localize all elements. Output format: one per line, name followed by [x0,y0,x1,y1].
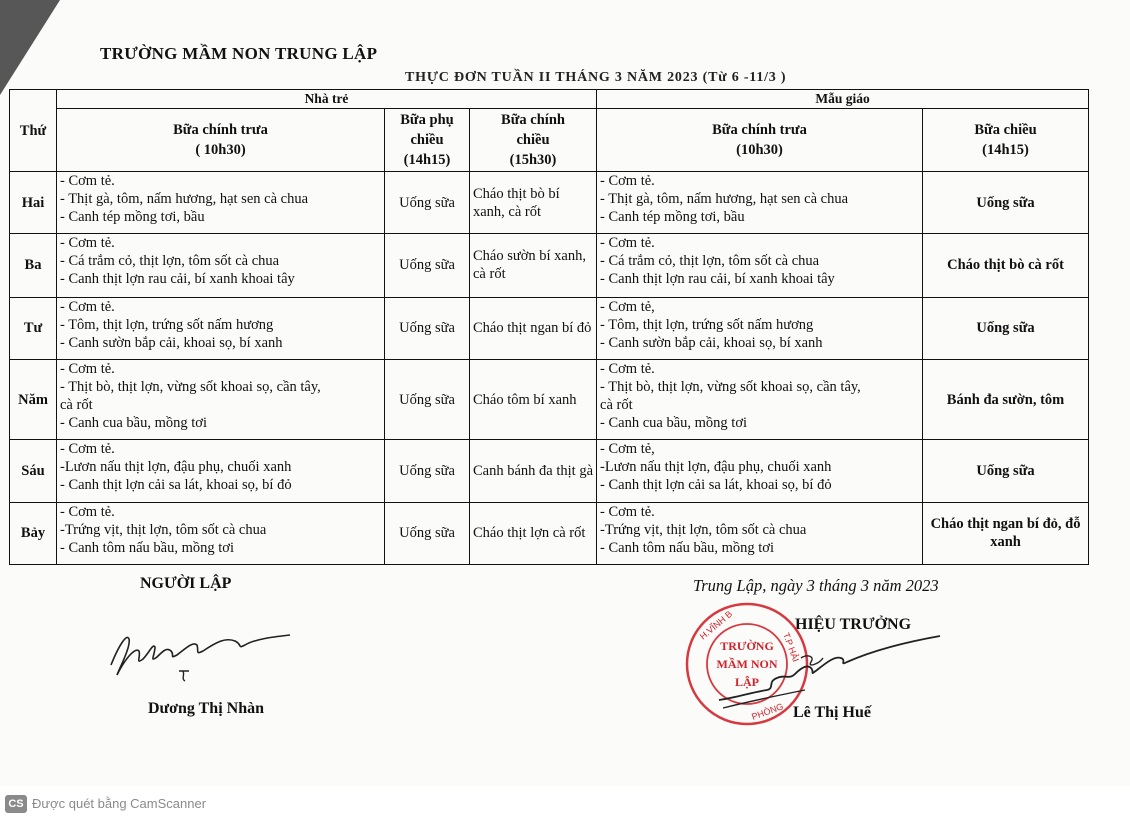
nt-main-cell [57,234,385,297]
day-cell: Năm [10,359,57,439]
menu-line: - Cơm tẻ, [600,441,655,458]
nt-main-header: Bữa chính trưa ( 10h30) [57,109,385,172]
mg-main-cell [597,359,923,439]
mg-main-cell [597,502,923,564]
svg-text:H.VĨNH B: H.VĨNH B [697,608,735,642]
menu-line: - Cơm tẻ. [600,360,655,377]
nt-afternoon-cell: Canh bánh đa thịt gà [470,440,597,502]
nt-afternoon-cell: Cháo thịt lợn cà rốt [470,502,597,564]
nt-snack-cell: Uống sữa [385,234,470,297]
menu-line: - Cá trắm cỏ, thịt lợn, tôm sốt cà chua [60,253,280,270]
mg-afternoon-cell: Cháo thịt bò cà rốt [923,234,1089,297]
menu-line: - Canh tôm nấu bầu, mồng tơi [60,539,234,556]
day-cell: Bảy [10,502,57,564]
menu-line: - Thịt bò, thịt lợn, vừng sốt khoai sọ, cần tây, [60,378,321,395]
menu-line: - Canh sườn bắp cải, khoai sọ, bí xanh [600,334,823,351]
nt-main-cell [57,297,385,359]
nt-afternoon-header: Bữa chính chiều (15h30) [470,109,597,172]
mg-afternoon-cell: Uống sữa [923,440,1089,502]
menu-line: - Canh tép mồng tơi, bầu [600,209,745,225]
camscanner-footer [0,786,1130,821]
mg-afternoon-header: Bữa chiều (14h15) [923,109,1089,172]
menu-body [10,172,1089,565]
nt-main-cell [57,502,385,564]
menu-title: THỰC ĐƠN TUẦN II THÁNG 3 NĂM 2023 (Từ 6 -11/3 ) [405,70,787,85]
mg-afternoon-cell: Cháo thịt ngan bí đỏ, đỗ xanh [923,502,1089,564]
menu-line: - Cơm tẻ. [60,441,115,458]
menu-line: - Thịt bò, thịt lợn, vừng sốt khoai sọ, cần tây, [600,378,861,395]
creator-name: Dương Thị Nhàn [148,700,264,717]
menu-line: -Lươn nấu thịt lợn, đậu phụ, chuối xanh [600,459,832,476]
day-cell: Ba [10,234,57,297]
principal-signature [715,628,945,710]
menu-line: - Thịt gà, tôm, nấm hương, hạt sen cà chua [600,191,849,207]
menu-line: cà rốt [600,396,633,413]
nt-main-cell [57,440,385,502]
svg-text:TRƯỜNG: TRƯỜNG [720,639,774,653]
creator-title: NGƯỜI LẬP [140,575,232,592]
nt-main-cell [57,172,385,234]
nt-afternoon-cell: Cháo tôm bí xanh [470,359,597,439]
mg-afternoon-cell: Bánh đa sườn, tôm [923,359,1089,439]
mg-main-cell [597,297,923,359]
principal-title: HIỆU TRƯỞNG [795,616,912,633]
svg-text:LẬP: LẬP [735,675,759,689]
table-row [10,359,1089,439]
table-row [10,172,1089,234]
menu-line: - Cơm tẻ. [60,235,115,252]
menu-line: - Canh thịt lợn rau cải, bí xanh khoai tây [600,271,835,288]
menu-line: - Canh thịt lợn rau cải, bí xanh khoai tây [60,271,295,288]
menu-line: - Cơm tẻ. [600,235,655,252]
svg-text:T.P HẢI: T.P HẢI [781,631,801,664]
menu-line: - Canh thịt lợn cải sa lát, khoai sọ, bí đỏ [600,477,832,494]
menu-line: - Cơm tẻ. [60,173,115,189]
principal-name: Lê Thị Huế [793,704,871,721]
mg-main-cell [597,172,923,234]
group-maugiao-header: Mẫu giáo [597,90,1089,109]
menu-line: - Cơm tẻ. [60,298,115,315]
group-nhatre-header: Nhà trẻ [57,90,597,109]
table-group-row [10,90,1089,109]
nt-main-cell [57,359,385,439]
weekly-menu-table [9,89,1089,565]
menu-line: - Canh cua bầu, mồng tơi [600,414,748,431]
table-row [10,502,1089,564]
nt-snack-header: Bữa phụ chiều (14h15) [385,109,470,172]
nt-afternoon-cell: Cháo thịt ngan bí đỏ [470,297,597,359]
mg-main-cell [597,234,923,297]
creator-signature [105,625,295,687]
menu-line: -Trứng vịt, thịt lợn, tôm sốt cà chua [60,521,267,538]
menu-line: - Canh cua bầu, mồng tơi [60,414,207,431]
menu-line: - Cơm tẻ, [600,298,655,315]
menu-line: - Canh tôm nấu bầu, mồng tơi [600,539,775,556]
svg-text:MẦM NON: MẦM NON [716,657,778,671]
mg-main-header: Bữa chính trưa (10h30) [597,109,923,172]
menu-line: - Tôm, thịt lợn, trứng sốt nấm hương [60,316,274,333]
menu-line: -Trứng vịt, thịt lợn, tôm sốt cà chua [600,521,807,538]
camscanner-text: Được quét bằng CamScanner [32,796,207,811]
menu-line: - Cơm tẻ. [60,360,115,377]
day-cell: Tư [10,297,57,359]
nt-snack-cell: Uống sữa [385,359,470,439]
nt-snack-cell: Uống sữa [385,502,470,564]
day-cell: Hai [10,172,57,234]
nt-afternoon-cell: Cháo thịt bò bí xanh, cà rốt [470,172,597,234]
school-name: TRƯỜNG MẦM NON TRUNG LẬP [100,44,378,63]
day-cell: Sáu [10,440,57,502]
nt-snack-cell: Uống sữa [385,172,470,234]
menu-line: - Cơm tẻ. [600,173,655,189]
nt-afternoon-cell: Cháo sườn bí xanh, cà rốt [470,234,597,297]
mg-afternoon-cell: Uống sữa [923,172,1089,234]
table-row [10,234,1089,297]
table-row [10,297,1089,359]
mg-main-cell [597,440,923,502]
table-row [10,440,1089,502]
mg-afternoon-cell: Uống sữa [923,297,1089,359]
menu-line: - Cá trắm cỏ, thịt lợn, tôm sốt cà chua [600,253,820,270]
menu-line: - Thịt gà, tôm, nấm hương, hạt sen cà chua [60,191,309,207]
camscanner-logo-icon: CS [5,795,27,813]
menu-line: - Canh thịt lợn cải sa lát, khoai sọ, bí đỏ [60,477,292,494]
menu-line: - Tôm, thịt lợn, trứng sốt nấm hương [600,316,814,333]
menu-line: - Canh tép mồng tơi, bầu [60,209,205,225]
nt-snack-cell: Uống sữa [385,297,470,359]
scan-corner-shadow [0,0,60,95]
menu-line: - Cơm tẻ. [60,503,115,520]
menu-line: cà rốt [60,396,93,413]
date-line: Trung Lập, ngày 3 tháng 3 năm 2023 [693,576,939,595]
menu-line: -Lươn nấu thịt lợn, đậu phụ, chuối xanh [60,459,292,476]
nt-snack-cell: Uống sữa [385,440,470,502]
col-day-header: Thứ [10,90,57,172]
table-subheader-row [10,109,1089,172]
svg-text:PHÒNG: PHÒNG [750,701,785,722]
menu-line: - Cơm tẻ. [600,503,655,520]
menu-line: - Canh sườn bắp cải, khoai sọ, bí xanh [60,334,283,351]
